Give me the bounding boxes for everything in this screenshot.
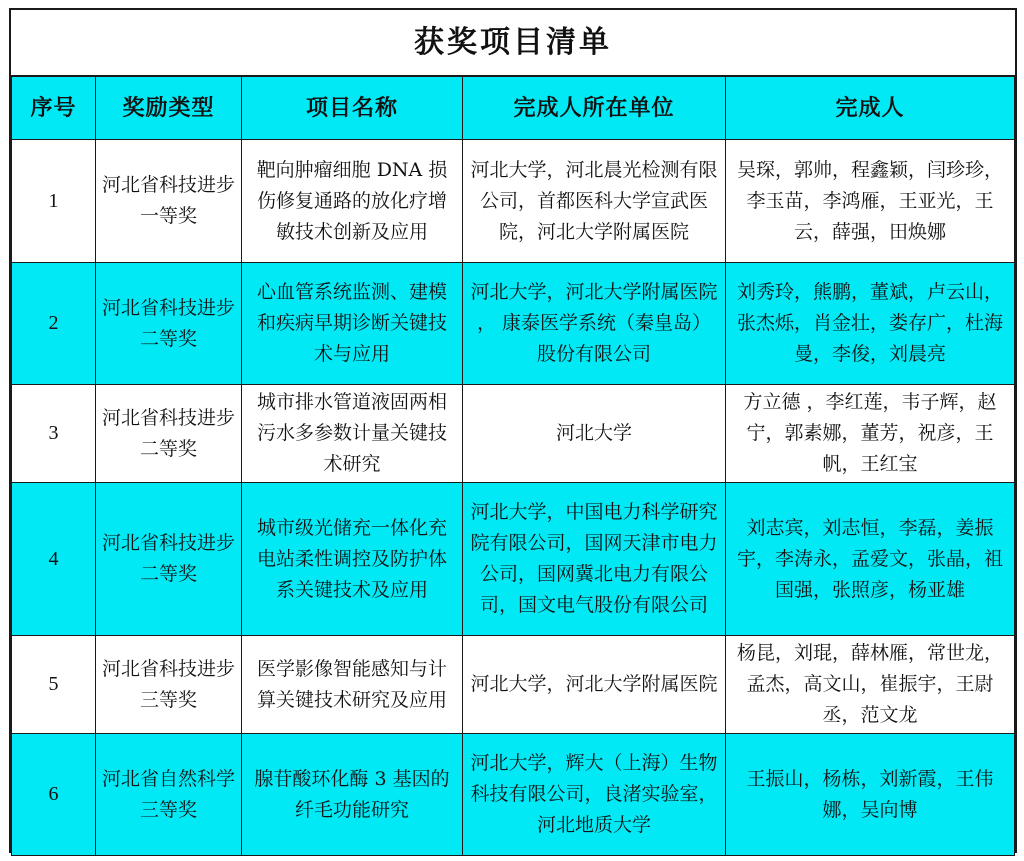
row-project-name: 城市级光储充一体化充电站柔性调控及防护体系关键技术及应用: [242, 483, 463, 636]
row-award-type: 河北省科技进步三等奖: [96, 636, 242, 734]
award-list-sheet: [9, 8, 1017, 853]
row-index: 4: [12, 483, 96, 636]
row-project-name: 医学影像智能感知与计算关键技术研究及应用: [242, 636, 463, 734]
table-header-row: [12, 77, 1015, 140]
row-award-type: 河北省自然科学三等奖: [96, 734, 242, 856]
row-index: 1: [12, 140, 96, 263]
row-people: 杨昆，刘琨，薛林雁，常世龙，孟杰，高文山，崔振宇，王尉丞，范文龙: [726, 636, 1015, 734]
header-project-name: 项目名称: [242, 77, 463, 140]
header-units: 完成人所在单位: [463, 77, 726, 140]
row-units: 河北大学，河北晨光检测有限公司，首都医科大学宣武医院，河北大学附属医院: [463, 140, 726, 263]
document-title: 获奖项目清单: [11, 10, 1015, 76]
row-award-type: 河北省科技进步一等奖: [96, 140, 242, 263]
row-award-type: 河北省科技进步二等奖: [96, 483, 242, 636]
header-index: 序号: [12, 77, 96, 140]
table-row: [12, 636, 1015, 734]
row-index: 5: [12, 636, 96, 734]
row-index: 6: [12, 734, 96, 856]
row-people: 刘秀玲，熊鹏，董斌，卢云山，张杰烁，肖金壮，娄存广，杜海曼，李俊，刘晨亮: [726, 263, 1015, 385]
row-index: 2: [12, 263, 96, 385]
row-units: 河北大学，辉大（上海）生物科技有限公司，良渚实验室，河北地质大学: [463, 734, 726, 856]
table-row: [12, 140, 1015, 263]
row-people: 王振山，杨栋，刘新霞，王伟娜，吴向博: [726, 734, 1015, 856]
row-people: 吴琛，郭帅，程鑫颖，闫珍珍，李玉苗，李鸿雁，王亚光，王云，薛强，田焕娜: [726, 140, 1015, 263]
row-units: 河北大学，河北大学附属医院: [463, 636, 726, 734]
table-row: [12, 385, 1015, 483]
row-project-name: 心血管系统监测、建模和疾病早期诊断关键技术与应用: [242, 263, 463, 385]
table-row: [12, 734, 1015, 856]
row-people: 方立德 ，李红莲，韦子辉，赵宁，郭素娜，董芳，祝彦，王帆，王红宝: [726, 385, 1015, 483]
header-people: 完成人: [726, 77, 1015, 140]
row-units: 河北大学，中国电力科学研究院有限公司，国网天津市电力公司，国网冀北电力有限公司，国文电气股份有限公司: [463, 483, 726, 636]
award-table: [11, 76, 1015, 856]
row-units: 河北大学，河北大学附属医院 ， 康泰医学系统（秦皇岛）股份有限公司: [463, 263, 726, 385]
row-people: 刘志宾，刘志恒，李磊，姜振宇，李涛永，孟爱文，张晶，祖国强，张照彦，杨亚雄: [726, 483, 1015, 636]
row-project-name: 城市排水管道液固两相污水多参数计量关键技术研究: [242, 385, 463, 483]
row-project-name: 靶向肿瘤细胞 DNA 损伤修复通路的放化疗增敏技术创新及应用: [242, 140, 463, 263]
table-row: [12, 483, 1015, 636]
row-project-name: 腺苷酸环化酶 3 基因的纤毛功能研究: [242, 734, 463, 856]
row-index: 3: [12, 385, 96, 483]
row-award-type: 河北省科技进步二等奖: [96, 385, 242, 483]
table-row: [12, 263, 1015, 385]
row-award-type: 河北省科技进步二等奖: [96, 263, 242, 385]
header-award-type: 奖励类型: [96, 77, 242, 140]
row-units: 河北大学: [463, 385, 726, 483]
